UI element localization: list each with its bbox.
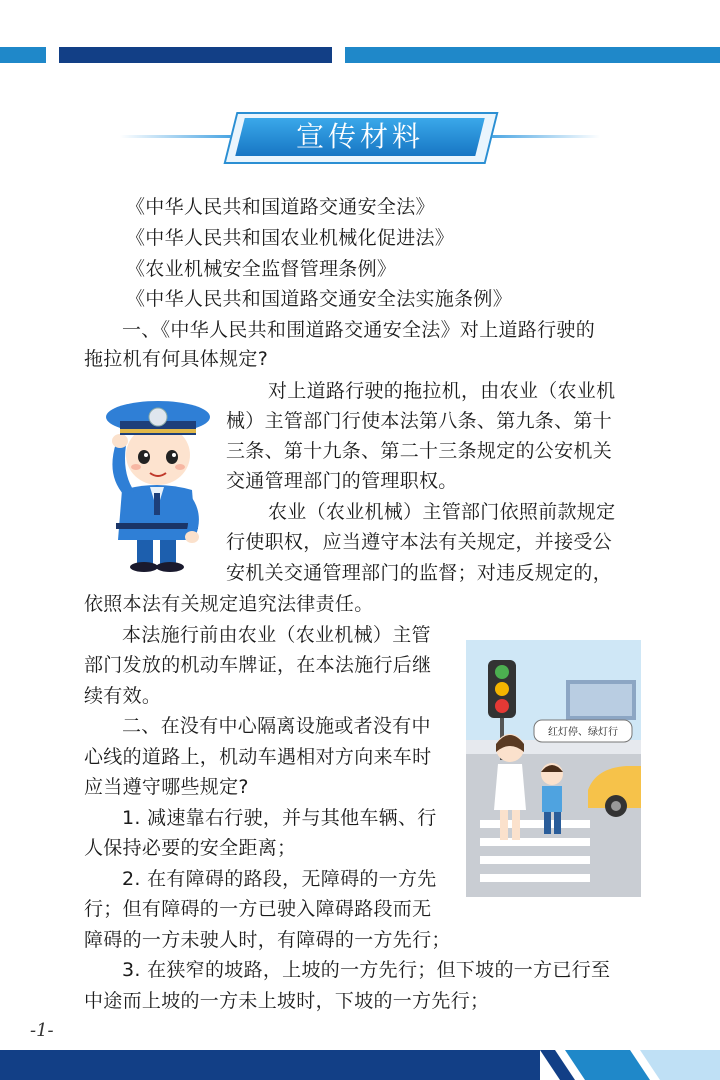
paragraph-line: 农业（农业机械）主管部门依照前款规定 — [268, 501, 616, 523]
page-title: 宣传材料 — [295, 120, 424, 153]
paragraph-line: 人保持必要的安全距离； — [84, 837, 297, 859]
paragraph-line: 三条、第十九条、第二十三条规定的公安机关 — [226, 440, 613, 462]
paragraph-line: 障碍的一方未驶人时，有障碍的一方先行； — [84, 929, 451, 951]
section-heading: 心线的道路上，机动车遇相对方向来车时 — [84, 746, 432, 768]
page-number: -1- — [30, 1020, 54, 1041]
paragraph-line: 中途而上坡的一方未上坡时，下坡的一方先行； — [84, 990, 490, 1012]
paragraph-line: 安机关交通管理部门的监督；对违反规定的， — [226, 562, 613, 584]
paragraph-line: 械）主管部门行使本法第八条、第九条、第十 — [226, 410, 613, 432]
paragraph-line: 续有效。 — [84, 685, 162, 707]
title-line-right — [480, 135, 600, 138]
title-banner — [120, 108, 600, 166]
section-heading: 拖拉机有何具体规定? — [84, 348, 269, 370]
section-heading: 二、在没有中心隔离设施或者没有中 — [122, 715, 431, 737]
police-officer-illustration — [92, 395, 222, 575]
law-item: 《农业机械安全监督管理条例》 — [126, 258, 397, 280]
speech-bubble-text: 红灯停、绿灯行 — [548, 727, 618, 738]
paragraph-line: 本法施行前由农业（农业机械）主管 — [122, 624, 431, 646]
paragraph-line: 3. 在狭窄的坡路，上坡的一方先行；但下坡的一方已行至 — [122, 959, 611, 981]
bottom-bar — [0, 1050, 720, 1080]
paragraph-line: 行；但有障碍的一方已驶入障碍路段而无 — [84, 898, 432, 920]
law-item: 《中华人民共和国道路交通安全法》 — [126, 196, 435, 218]
paragraph-line: 交通管理部门的管理职权。 — [226, 470, 458, 492]
law-item: 《中华人民共和国农业机械化促进法》 — [126, 227, 455, 249]
paragraph-line: 部门发放的机动车牌证，在本法施行后继 — [84, 654, 432, 676]
law-item: 《中华人民共和国道路交通安全法实施条例》 — [126, 288, 513, 310]
paragraph-line: 2. 在有障碍的路段，无障碍的一方先 — [122, 868, 437, 890]
paragraph-line: 依照本法有关规定追究法律责任。 — [84, 593, 374, 615]
traffic-crossing-illustration — [466, 640, 641, 897]
section-heading: 一、《中华人民共和围道路交通安全法》对上道路行驶的 — [122, 319, 596, 341]
top-bar-left — [0, 47, 46, 63]
paragraph-line: 1. 减速靠右行驶，并与其他车辆、行 — [122, 807, 437, 829]
section-heading: 应当遵守哪些规定? — [84, 776, 249, 798]
top-bar-middle — [59, 47, 332, 63]
title-line-left — [120, 135, 240, 138]
top-bar-right — [345, 47, 720, 63]
paragraph-line: 对上道路行驶的拖拉机，由农业（农业机 — [268, 380, 616, 402]
paragraph-line: 行使职权，应当遵守本法有关规定，并接受公 — [226, 531, 613, 553]
